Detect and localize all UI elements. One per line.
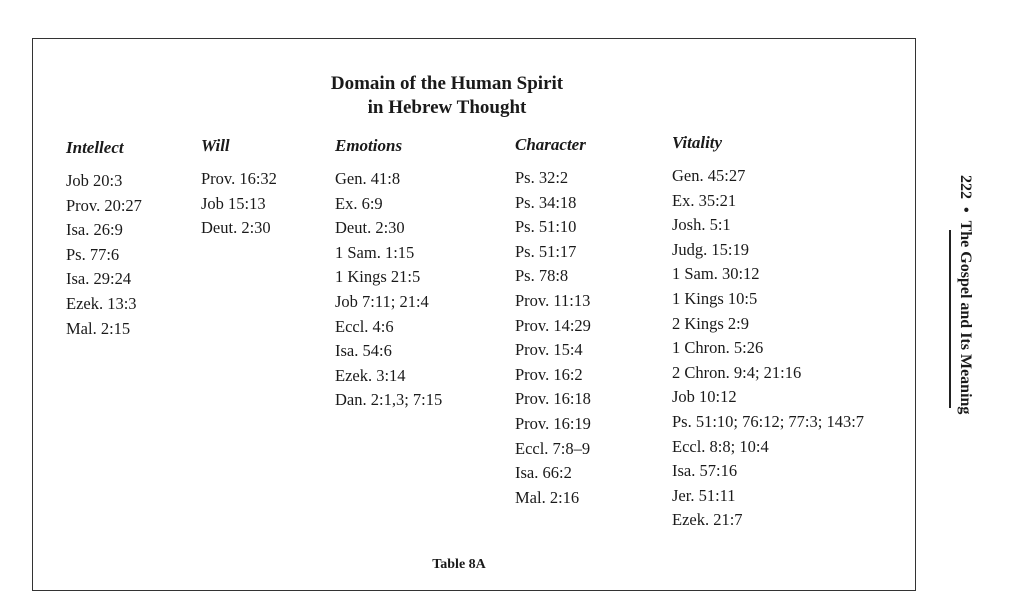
running-head xyxy=(950,175,980,465)
reference-entry: 1 Sam. 1:15 xyxy=(335,242,415,262)
reference-entry: Deut. 2:30 xyxy=(335,218,405,238)
reference-list xyxy=(672,164,864,533)
reference-entry: Jer. 51:11 xyxy=(672,485,736,505)
reference-list xyxy=(201,167,277,241)
reference-list xyxy=(515,166,591,510)
reference-entry: Mal. 2:16 xyxy=(515,487,580,507)
reference-entry: Isa. 26:9 xyxy=(66,220,123,240)
reference-entry: Ps. 51:10 xyxy=(515,217,577,237)
reference-entry: Prov. 16:18 xyxy=(515,389,591,409)
column-vitality xyxy=(672,133,864,533)
table-title-line-1: Domain of the Human Spirit xyxy=(330,73,564,94)
reference-entry: Ps. 34:18 xyxy=(515,192,577,212)
column-heading: Vitality xyxy=(672,133,723,152)
reference-entry: Isa. 66:2 xyxy=(515,463,572,483)
reference-entry: Isa. 29:24 xyxy=(66,269,132,289)
reference-entry: 1 Sam. 30:12 xyxy=(672,264,760,284)
column-character xyxy=(515,135,591,510)
reference-entry: Eccl. 7:8–9 xyxy=(515,438,591,458)
reference-entry: Mal. 2:15 xyxy=(66,318,131,338)
separator-bullet: • xyxy=(957,207,974,213)
reference-entry: Prov. 20:27 xyxy=(66,195,142,215)
reference-entry: Isa. 54:6 xyxy=(335,341,392,361)
reference-entry: Prov. 16:19 xyxy=(515,413,591,433)
column-will xyxy=(201,136,277,241)
reference-entry: Josh. 5:1 xyxy=(672,215,731,235)
reference-entry: Job 10:12 xyxy=(672,387,737,407)
reference-entry: Prov. 14:29 xyxy=(515,315,591,335)
column-intellect xyxy=(66,138,142,341)
reference-entry: Ps. 77:6 xyxy=(66,244,120,264)
column-heading: Emotions xyxy=(335,136,403,155)
reference-entry: 2 Chron. 9:4; 21:16 xyxy=(672,362,802,382)
table-caption: Table 8A xyxy=(432,557,486,572)
reference-entry: Prov. 11:13 xyxy=(515,290,591,310)
reference-entry: Job 20:3 xyxy=(66,171,123,190)
reference-entry: Ezek. 13:3 xyxy=(66,293,137,313)
reference-entry: Deut. 2:30 xyxy=(201,218,271,238)
reference-entry: Prov. 16:2 xyxy=(515,364,583,384)
reference-entry: Prov. 15:4 xyxy=(515,340,583,360)
reference-entry: Ps. 32:2 xyxy=(515,168,569,187)
reference-entry: Isa. 57:16 xyxy=(672,461,738,481)
reference-entry: Ezek. 21:7 xyxy=(672,510,743,530)
reference-entry: Ps. 51:17 xyxy=(515,241,577,261)
page-number: 222 xyxy=(957,175,974,199)
reference-entry: Judg. 15:19 xyxy=(672,239,750,259)
reference-entry: Ps. 78:8 xyxy=(515,266,569,286)
column-emotions xyxy=(335,136,442,413)
reference-entry: Gen. 41:8 xyxy=(335,169,401,188)
reference-entry: 1 Kings 10:5 xyxy=(672,288,758,308)
book-title: The Gospel and Its Meaning xyxy=(957,220,974,415)
reference-entry: Eccl. 8:8; 10:4 xyxy=(672,436,769,456)
running-head-rule xyxy=(949,230,951,408)
table-title-line-2: in Hebrew Thought xyxy=(367,97,527,118)
reference-entry: 2 Kings 2:9 xyxy=(672,313,750,333)
column-heading: Will xyxy=(201,136,230,155)
column-heading: Character xyxy=(515,135,586,154)
reference-entry: 1 Chron. 5:26 xyxy=(672,338,764,358)
reference-entry: Gen. 45:27 xyxy=(672,166,746,185)
reference-entry: Ex. 6:9 xyxy=(335,193,383,213)
table-frame xyxy=(32,38,916,591)
reference-list xyxy=(335,167,442,413)
reference-entry: 1 Kings 21:5 xyxy=(335,267,421,287)
reference-entry: Dan. 2:1,3; 7:15 xyxy=(335,390,443,410)
reference-list xyxy=(66,169,142,341)
reference-entry: Prov. 16:32 xyxy=(201,169,277,188)
reference-entry: Eccl. 4:6 xyxy=(335,316,394,336)
reference-entry: Ezek. 3:14 xyxy=(335,365,406,385)
reference-entry: Ex. 35:21 xyxy=(672,190,737,210)
reference-entry: Job 7:11; 21:4 xyxy=(335,291,429,311)
column-heading: Intellect xyxy=(66,138,124,157)
reference-entry: Ps. 51:10; 76:12; 77:3; 143:7 xyxy=(672,411,865,431)
reference-entry: Job 15:13 xyxy=(201,193,266,213)
